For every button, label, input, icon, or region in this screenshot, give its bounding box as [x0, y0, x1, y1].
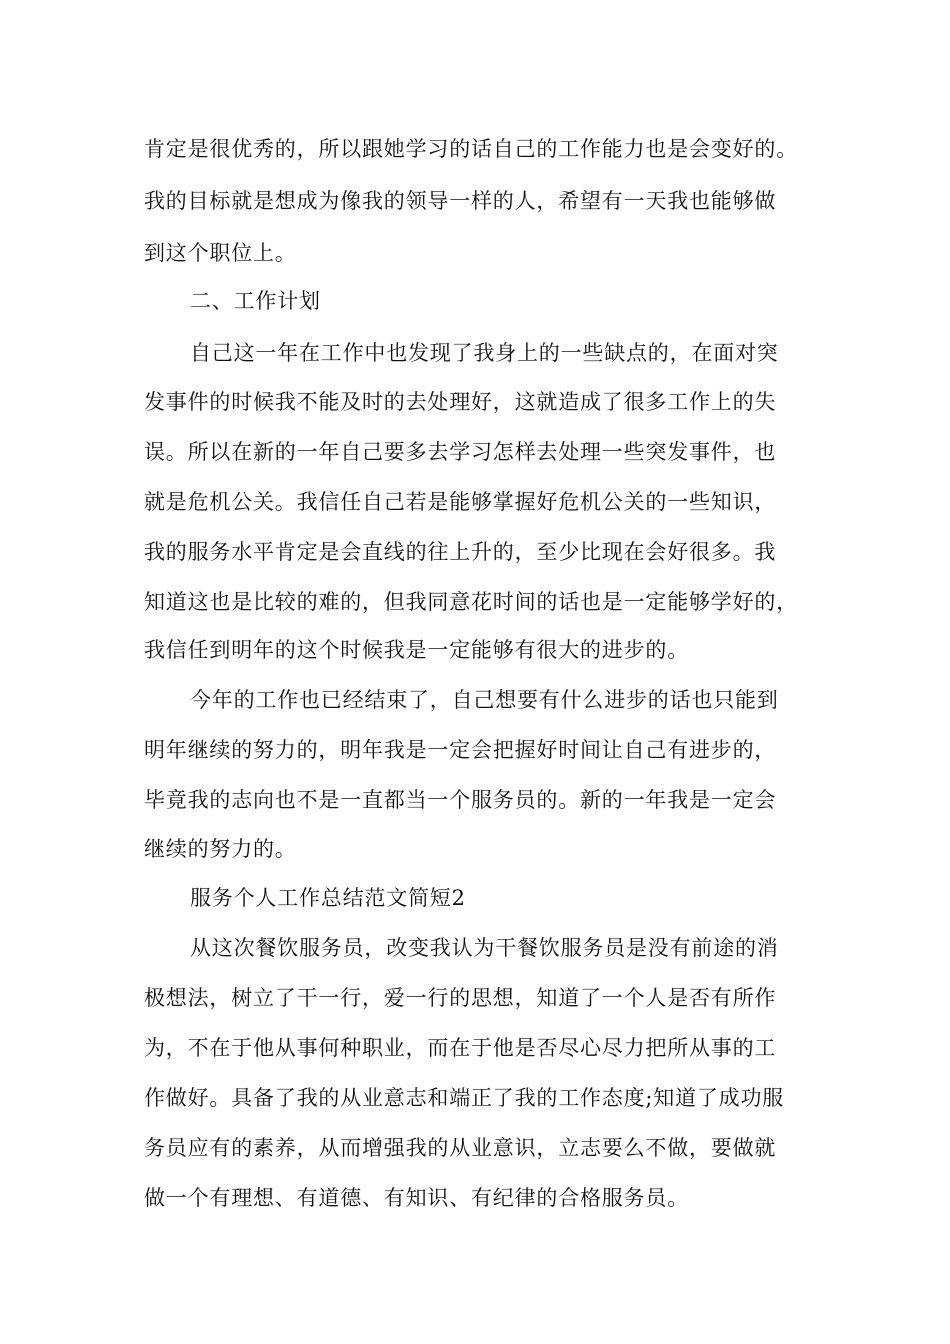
text-line: 自己这一年在工作中也发现了我身上的一些缺点的，在面对突 — [190, 341, 779, 365]
text-line: 我信任到明年的这个时候我是一定能够有很大的进步的。 — [144, 638, 689, 662]
text-line: 误。所以在新的一年自己要多去学习怎样去处理一些突发事件，也 — [144, 440, 777, 464]
text-line: 发事件的时候我不能及时的去处理好，这就造成了很多工作上的失 — [144, 390, 777, 414]
text-line: 务员应有的素养，从而增强我的从业意识，立志要么不做，要做就 — [144, 1136, 777, 1160]
text-line: 毕竟我的志向也不是一直都当一个服务员的。新的一年我是一定会 — [144, 788, 777, 812]
text-line: 今年的工作也已经结束了，自己想要有什么进步的话也只能到 — [190, 688, 779, 712]
text-line: 作做好。具备了我的从业意志和端正了我的工作态度;知道了成功服 — [144, 1086, 785, 1110]
text-line: 就是危机公关。我信任自己若是能够掌握好危机公关的一些知识， — [144, 490, 777, 514]
text-line: 知道这也是比较的难的，但我同意花时间的话也是一定能够学好的， — [144, 590, 798, 614]
section-heading: 二、工作计划 — [190, 289, 321, 313]
text-line: 继续的努力的。 — [144, 837, 297, 861]
text-line: 到这个职位上。 — [144, 241, 297, 265]
text-line: 我的目标就是想成为像我的领导一样的人，希望有一天我也能够做 — [144, 189, 777, 213]
text-line: 为，不在于他从事何种职业，而在于他是否尽心尽力把所从事的工 — [144, 1036, 777, 1060]
text-line: 我的服务水平肯定是会直线的往上升的，至少比现在会好很多。我 — [144, 540, 777, 564]
text-line: 肯定是很优秀的，所以跟她学习的话自己的工作能力也是会变好的。 — [144, 137, 798, 161]
text-line: 做一个有理想、有道德、有知识、有纪律的合格服务员。 — [144, 1186, 689, 1210]
text-line: 明年继续的努力的，明年我是一定会把握好时间让自己有进步的， — [144, 738, 777, 762]
section-heading: 服务个人工作总结范文简短2 — [190, 886, 466, 910]
text-line: 极想法，树立了干一行，爱一行的思想，知道了一个人是否有所作 — [144, 986, 777, 1010]
text-line: 从这次餐饮服务员，改变我认为干餐饮服务员是没有前途的消 — [190, 936, 779, 960]
